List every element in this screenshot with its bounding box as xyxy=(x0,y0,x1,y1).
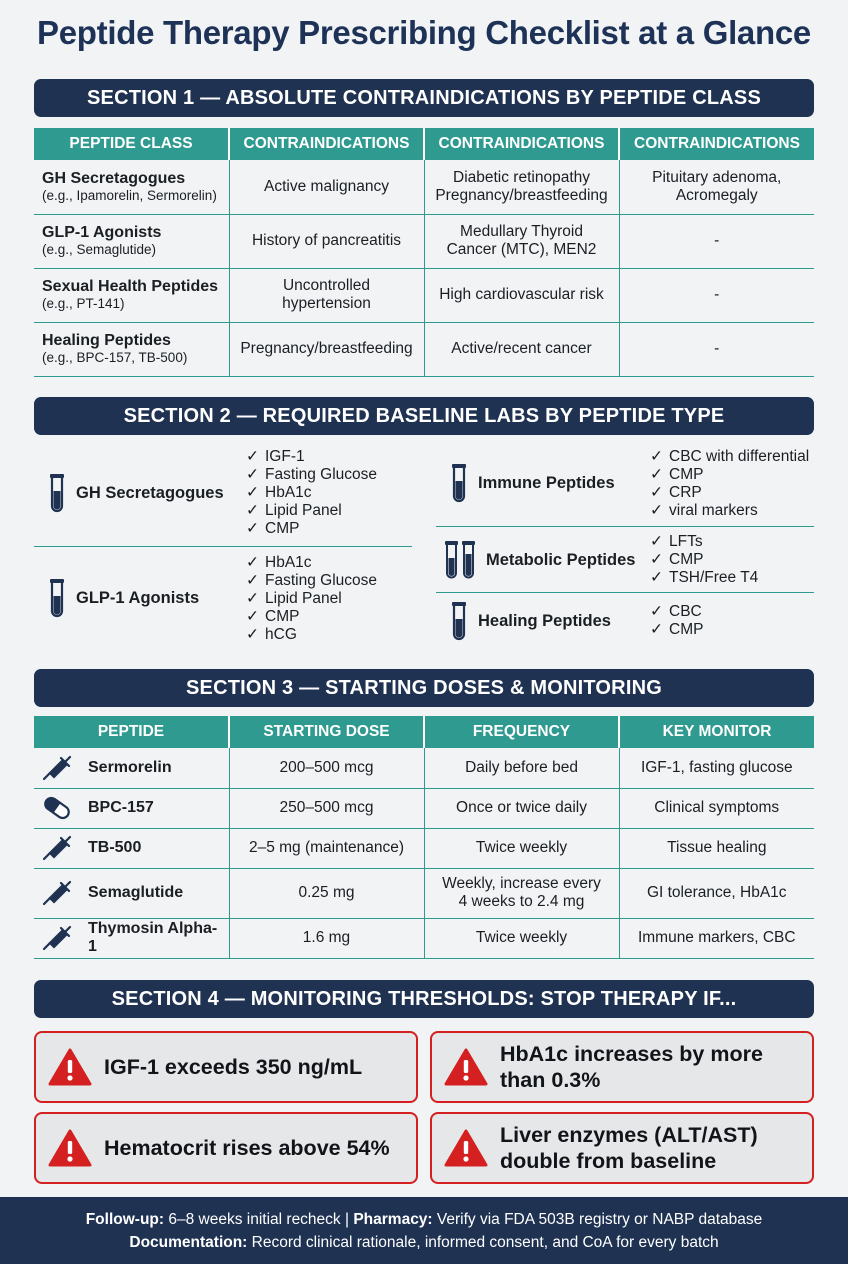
lab-item: ✓ CMP xyxy=(650,621,703,639)
column-header: STARTING DOSE xyxy=(229,716,424,748)
peptide-class-name: Healing Peptides xyxy=(42,332,171,350)
contraindication-cell: Medullary Thyroid Cancer (MTC), MEN2 xyxy=(424,214,619,268)
lab-item: ✓ CBC with differential xyxy=(650,448,809,466)
divider xyxy=(436,526,814,527)
warning-icon xyxy=(48,1048,92,1086)
lab-group-name: GH Secretagogues xyxy=(76,483,224,502)
warning-icon xyxy=(444,1129,488,1167)
section-4-heading: SECTION 4 — MONITORING THRESHOLDS: STOP THERAPY IF... xyxy=(34,980,814,1018)
contraindication-cell: Uncontrolled hypertension xyxy=(229,268,424,322)
contraindication-cell: Active/recent cancer xyxy=(424,322,619,376)
footer xyxy=(0,1197,848,1264)
alert-text: Hematocrit rises above 54% xyxy=(104,1136,390,1160)
table-row xyxy=(34,788,814,828)
frequency-cell: Daily before bed xyxy=(424,748,619,788)
lab-item: ✓ Lipid Panel xyxy=(246,502,377,520)
divider xyxy=(436,592,814,593)
syringe-icon xyxy=(42,835,80,861)
pharmacy-text: Verify via FDA 503B registry or NABP database xyxy=(432,1211,763,1228)
followup-label: Follow-up: xyxy=(85,1211,165,1228)
peptide-class-cell xyxy=(34,322,229,376)
contraindications-table xyxy=(34,128,814,377)
table-row xyxy=(34,828,814,868)
peptide-cell xyxy=(34,918,229,958)
lab-item: ✓ CMP xyxy=(650,466,809,484)
table-header-row xyxy=(34,716,814,748)
lab-group-name: Healing Peptides xyxy=(478,611,611,630)
starting-dose-cell: 2–5 mg (maintenance) xyxy=(229,828,424,868)
stop-threshold-alert xyxy=(34,1112,418,1184)
peptide-name: Sermorelin xyxy=(88,758,172,776)
alert-text: HbA1c increases by more than 0.3% xyxy=(500,1042,763,1092)
peptide-class-examples: (e.g., BPC-157, TB-500) xyxy=(42,350,188,366)
footer-line-2 xyxy=(0,1231,848,1254)
frequency-cell: Once or twice daily xyxy=(424,788,619,828)
column-header: CONTRAINDICATIONS xyxy=(229,128,424,160)
stop-threshold-alert xyxy=(34,1031,418,1103)
lab-group-metabolic-peptides xyxy=(444,540,635,580)
lab-item: ✓ CMP xyxy=(650,551,758,569)
contraindication-cell: - xyxy=(619,322,814,376)
test-tube-icon xyxy=(48,473,66,513)
peptide-cell xyxy=(34,868,229,918)
key-monitor-cell: Clinical symptoms xyxy=(619,788,814,828)
stop-threshold-alert xyxy=(430,1112,814,1184)
footer-line-1 xyxy=(0,1208,848,1231)
peptide-class-examples: (e.g., PT-141) xyxy=(42,296,125,312)
table-row xyxy=(34,160,814,214)
column-header: CONTRAINDICATIONS xyxy=(424,128,619,160)
peptide-class-examples: (e.g., Semaglutide) xyxy=(42,242,157,258)
contraindication-cell: Pregnancy/breastfeeding xyxy=(229,322,424,376)
column-header: CONTRAINDICATIONS xyxy=(619,128,814,160)
test-tubes-icon xyxy=(444,540,476,580)
contraindication-cell: History of pancreatitis xyxy=(229,214,424,268)
peptide-class-name: GLP-1 Agonists xyxy=(42,224,162,242)
table-row xyxy=(34,868,814,918)
alert-text: Liver enzymes (ALT/AST) double from baseline xyxy=(500,1123,758,1173)
lab-list-immune xyxy=(650,448,809,520)
frequency-cell: Weekly, increase every 4 weeks to 2.4 mg xyxy=(424,868,619,918)
documentation-text: Record clinical rationale, informed consent, and CoA for every batch xyxy=(247,1234,719,1251)
table-row xyxy=(34,918,814,958)
table-header-row xyxy=(34,128,814,160)
key-monitor-cell: GI tolerance, HbA1c xyxy=(619,868,814,918)
starting-dose-cell: 250–500 mcg xyxy=(229,788,424,828)
lab-item: ✓ IGF-1 xyxy=(246,448,377,466)
syringe-icon xyxy=(42,925,80,951)
key-monitor-cell: Immune markers, CBC xyxy=(619,918,814,958)
footer-separator: | xyxy=(340,1211,354,1228)
contraindication-cell: High cardiovascular risk xyxy=(424,268,619,322)
table-row xyxy=(34,322,814,376)
frequency-cell: Twice weekly xyxy=(424,918,619,958)
section-3-heading: SECTION 3 — STARTING DOSES & MONITORING xyxy=(34,669,814,707)
peptide-class-name: Sexual Health Peptides xyxy=(42,278,219,296)
section-1-heading: SECTION 1 — ABSOLUTE CONTRAINDICATIONS BY PEPTIDE CLASS xyxy=(34,79,814,117)
test-tube-icon xyxy=(48,578,66,618)
lab-list-glp xyxy=(246,554,377,644)
peptide-name: Semaglutide xyxy=(88,883,184,901)
table-row xyxy=(34,214,814,268)
lab-group-immune-peptides xyxy=(450,463,615,503)
lab-item: ✓ Fasting Glucose xyxy=(246,572,377,590)
contraindication-cell: - xyxy=(619,214,814,268)
syringe-icon xyxy=(42,880,80,906)
capsule-icon xyxy=(42,795,80,821)
lab-item: ✓ Fasting Glucose xyxy=(246,466,377,484)
peptide-cell xyxy=(34,828,229,868)
starting-doses-table xyxy=(34,716,814,959)
lab-list-gh xyxy=(246,448,377,538)
test-tube-icon xyxy=(450,601,468,641)
lab-item: ✓ CBC xyxy=(650,603,703,621)
page-title: Peptide Therapy Prescribing Checklist at a Glance xyxy=(37,14,811,51)
lab-item: ✓ CMP xyxy=(246,520,377,538)
alert-text: IGF-1 exceeds 350 ng/mL xyxy=(104,1055,363,1079)
syringe-icon xyxy=(42,755,80,781)
contraindication-cell: - xyxy=(619,268,814,322)
peptide-class-cell xyxy=(34,214,229,268)
test-tube-icon xyxy=(450,463,468,503)
contraindication-cell: Diabetic retinopathy Pregnancy/breastfeeding xyxy=(424,160,619,214)
lab-list-metabolic xyxy=(650,533,758,587)
key-monitor-cell: Tissue healing xyxy=(619,828,814,868)
lab-item: ✓ LFTs xyxy=(650,533,758,551)
starting-dose-cell: 1.6 mg xyxy=(229,918,424,958)
peptide-class-cell xyxy=(34,268,229,322)
lab-group-name: GLP-1 Agonists xyxy=(76,588,200,607)
stop-threshold-alert xyxy=(430,1031,814,1103)
contraindication-cell: Pituitary adenoma, Acromegaly xyxy=(619,160,814,214)
documentation-label: Documentation: xyxy=(129,1234,248,1251)
peptide-class-examples: (e.g., Ipamorelin, Sermorelin) xyxy=(42,188,217,204)
lab-item: ✓ CRP xyxy=(650,484,809,502)
lab-item: ✓ viral markers xyxy=(650,502,809,520)
lab-item: ✓ CMP xyxy=(246,608,377,626)
lab-item: ✓ HbA1c xyxy=(246,484,377,502)
pharmacy-label: Pharmacy: xyxy=(353,1211,433,1228)
lab-item: ✓ HbA1c xyxy=(246,554,377,572)
peptide-name: TB-500 xyxy=(88,838,142,856)
peptide-class-name: GH Secretagogues xyxy=(42,169,186,187)
warning-icon xyxy=(48,1129,92,1167)
frequency-cell: Twice weekly xyxy=(424,828,619,868)
lab-group-gh-secretagogues xyxy=(48,473,224,513)
lab-item: ✓ Lipid Panel xyxy=(246,590,377,608)
peptide-cell xyxy=(34,748,229,788)
peptide-class-cell xyxy=(34,160,229,214)
lab-item: ✓ TSH/Free T4 xyxy=(650,569,758,587)
table-row xyxy=(34,268,814,322)
warning-icon xyxy=(444,1048,488,1086)
lab-list-healing xyxy=(650,603,703,639)
lab-group-healing-peptides xyxy=(450,601,611,641)
lab-group-name: Metabolic Peptides xyxy=(486,550,636,569)
column-header: PEPTIDE CLASS xyxy=(34,128,229,160)
column-header: PEPTIDE xyxy=(34,716,229,748)
starting-dose-cell: 0.25 mg xyxy=(229,868,424,918)
lab-group-glp-1-agonists xyxy=(48,578,199,618)
key-monitor-cell: IGF-1, fasting glucose xyxy=(619,748,814,788)
table-row xyxy=(34,748,814,788)
section-2-heading: SECTION 2 — REQUIRED BASELINE LABS BY PEPTIDE TYPE xyxy=(34,397,814,435)
column-header: KEY MONITOR xyxy=(619,716,814,748)
divider xyxy=(34,546,412,547)
peptide-name: Thymosin Alpha-1 xyxy=(88,919,218,955)
column-header: FREQUENCY xyxy=(424,716,619,748)
peptide-name: BPC-157 xyxy=(88,798,154,816)
starting-dose-cell: 200–500 mcg xyxy=(229,748,424,788)
lab-group-name: Immune Peptides xyxy=(478,473,615,492)
lab-item: ✓ hCG xyxy=(246,626,377,644)
followup-text: 6–8 weeks initial recheck xyxy=(164,1211,341,1228)
contraindication-cell: Active malignancy xyxy=(229,160,424,214)
peptide-cell xyxy=(34,788,229,828)
